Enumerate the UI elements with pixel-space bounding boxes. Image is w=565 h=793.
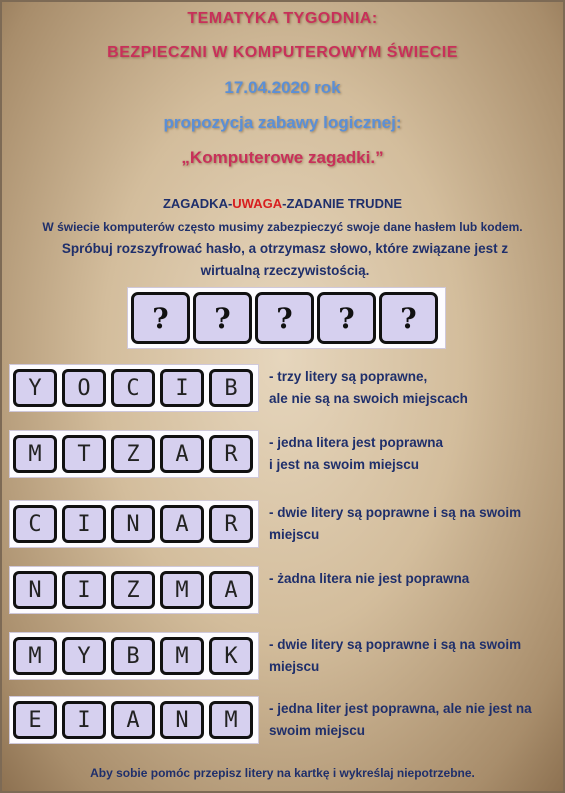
clue-tiles — [9, 364, 259, 412]
letter-tile: R — [209, 435, 253, 473]
letter-tile: Y — [13, 369, 57, 407]
clue-hint — [269, 698, 559, 742]
letter-tile: N — [111, 505, 155, 543]
clue-hint-line1: - jedna litera jest poprawna — [269, 435, 444, 450]
answer-tile: ? — [379, 292, 438, 344]
answer-tile: ? — [317, 292, 376, 344]
difficulty-label: -ZADANIE TRUDNE — [282, 196, 403, 211]
letter-tile: E — [13, 701, 57, 739]
letter-tile: A — [160, 435, 204, 473]
clue-hint-line2: miejscu — [269, 527, 320, 542]
letter-tile: I — [62, 505, 106, 543]
letter-tile: R — [209, 505, 253, 543]
clue-hint-line1: - żadna litera nie jest poprawna — [269, 571, 470, 586]
clue-row-5 — [9, 632, 549, 682]
letter-tile: N — [160, 701, 204, 739]
riddle-intro: W świecie komputerów często musimy zabezpieczyć swoje dane hasłem lub kodem. — [42, 220, 523, 234]
letter-tile: N — [13, 571, 57, 609]
letter-tile: A — [111, 701, 155, 739]
clue-tiles — [9, 500, 259, 548]
letter-tile: B — [111, 637, 155, 675]
letter-tile: M — [160, 637, 204, 675]
letter-tile: I — [62, 701, 106, 739]
letter-tile: C — [111, 369, 155, 407]
riddle-label: ZAGADKA- — [162, 196, 233, 211]
clue-tiles — [9, 566, 259, 614]
clue-hint-line2: swoim miejscu — [269, 723, 366, 738]
clue-hint — [269, 568, 559, 590]
letter-tile: I — [160, 369, 204, 407]
clue-hint — [269, 502, 559, 546]
footer-note: Aby sobie pomóc przepisz litery na kartkę i wykreślaj niepotrzebne. — [90, 766, 475, 780]
letter-tile: A — [209, 571, 253, 609]
clue-tiles — [9, 632, 259, 680]
date-label: 17.04.2020 rok — [224, 78, 341, 97]
riddle-task: Spróbuj rozszyfrować hasło, a otrzymasz słowo, które związane jest z wirtualną rzeczywistością. — [61, 241, 509, 278]
letter-tile: Y — [62, 637, 106, 675]
clue-tiles — [9, 430, 259, 478]
letter-tile: K — [209, 637, 253, 675]
clue-row-2 — [9, 430, 549, 480]
answer-tile: ? — [193, 292, 252, 344]
letter-tile: Z — [111, 571, 155, 609]
clue-hint — [269, 634, 559, 678]
answer-tile: ? — [255, 292, 314, 344]
subtitle: propozycja zabawy logicznej: — [163, 113, 402, 132]
clue-hint-line2: i jest na swoim miejscu — [269, 457, 420, 472]
clue-tiles — [9, 696, 259, 744]
letter-tile: Z — [111, 435, 155, 473]
letter-tile: M — [209, 701, 253, 739]
clue-row-6 — [9, 696, 549, 746]
week-topic-title: BEZPIECZNI W KOMPUTEROWYM ŚWIECIE — [107, 44, 458, 61]
clue-row-1 — [9, 364, 549, 414]
letter-tile: I — [62, 571, 106, 609]
answer-tile: ? — [131, 292, 190, 344]
letter-tile: M — [160, 571, 204, 609]
clue-hint-line1: - trzy litery są poprawne, — [269, 369, 428, 384]
letter-tile: T — [62, 435, 106, 473]
clue-hint — [269, 366, 559, 410]
letter-tile: M — [13, 435, 57, 473]
clue-hint-line2: miejscu — [269, 659, 320, 674]
letter-tile: C — [13, 505, 57, 543]
clue-hint-line1: - dwie litery są poprawne i są na swoim — [269, 505, 522, 520]
clue-hint-line1: - jedna liter jest poprawna, ale nie jest na — [269, 701, 532, 716]
answer-box — [127, 287, 446, 349]
letter-tile: M — [13, 637, 57, 675]
letter-tile: O — [62, 369, 106, 407]
letter-tile: B — [209, 369, 253, 407]
letter-tile: A — [160, 505, 204, 543]
clue-row-3 — [9, 500, 549, 550]
riddle-heading — [0, 196, 565, 211]
clue-hint — [269, 432, 559, 476]
week-topic-label: TEMATYKA TYGODNIA: — [187, 10, 378, 27]
clue-hint-line2: ale nie są na swoich miejscach — [269, 391, 468, 406]
clue-hint-line1: - dwie litery są poprawne i są na swoim — [269, 637, 522, 652]
warning-label: UWAGA — [232, 196, 283, 211]
clue-row-4 — [9, 566, 549, 616]
page-title: „Komputerowe zagadki.” — [181, 148, 384, 167]
